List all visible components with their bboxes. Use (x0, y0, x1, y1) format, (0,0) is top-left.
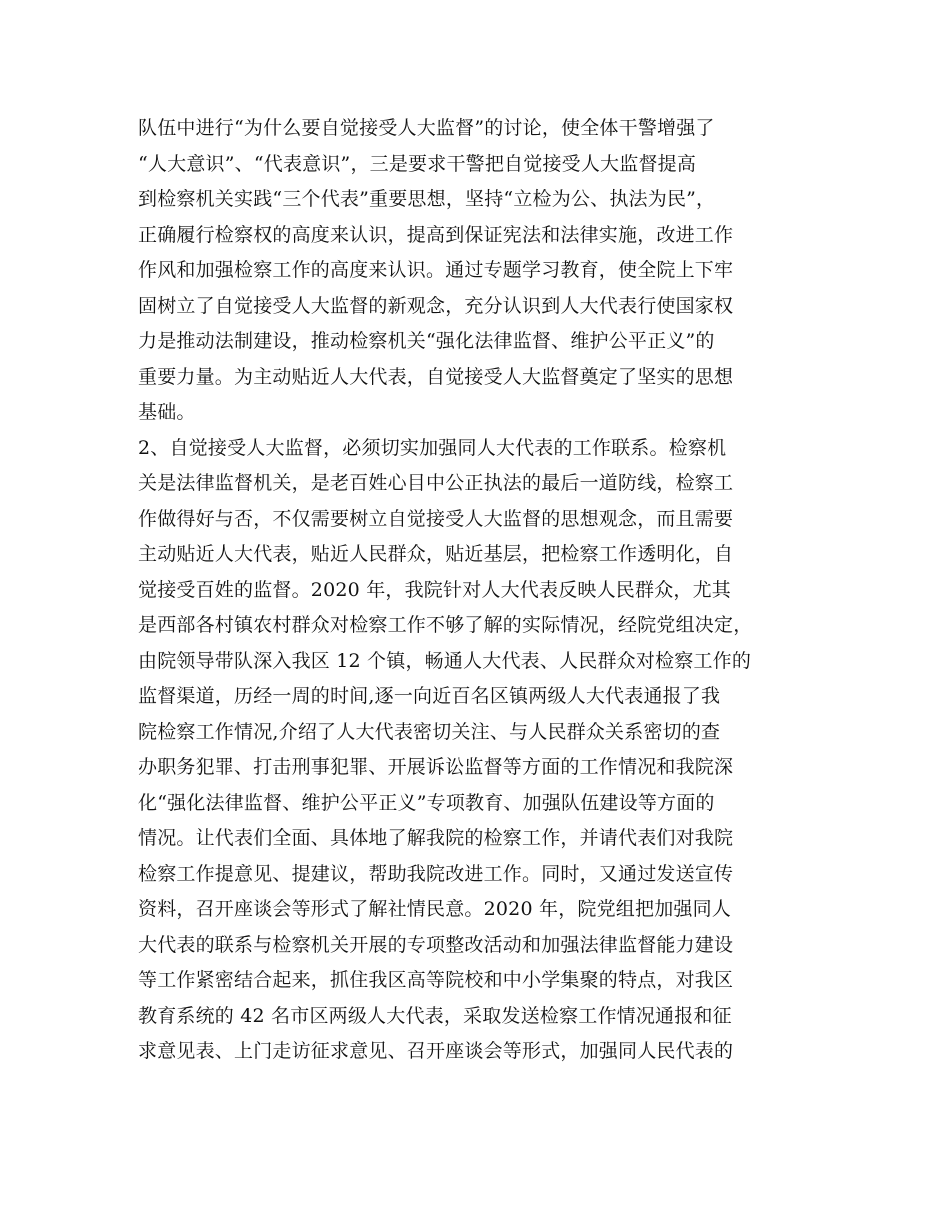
text-line: 由院领导带队深入我区 12 个镇，畅通人大代表、人民群众对检察工作的 (138, 649, 752, 672)
text-line: 觉接受百姓的监督。2020 年，我院针对人大代表反映人民群众，尤其 (138, 578, 731, 601)
text-line: 教育系统的 42 名市区两级人大代表，采取发送检察工作情况通报和征 (138, 1004, 732, 1027)
text-line: 基础。 (138, 401, 196, 423)
text-line: 化“强化法律监督、维护公平正义”专项教育、加强队伍建设等方面的 (138, 791, 715, 814)
text-line: 队伍中进行“为什么要自觉接受人大监督”的讨论，使全体干警增强了 (138, 117, 715, 139)
text-line: 监督渠道，历经一周的时间,逐一向近百名区镇两级人大代表通报了我 (138, 685, 721, 707)
text-line: 检察工作提意见、提建议，帮助我院改进工作。同时，又通过发送宣传 (138, 862, 734, 885)
text-line: 主动贴近人大代表，贴近人民群众，贴近基层，把检察工作透明化，自 (138, 543, 734, 565)
text-line: 情况。让代表们全面、具体地了解我院的检察工作，并请代表们对我院 (138, 827, 734, 849)
text-line: 重要力量。为主动贴近人大代表，自觉接受人大监督奠定了坚实的思想 (138, 365, 734, 388)
text-line: 2、自觉接受人大监督，必须切实加强同人大代表的工作联系。检察机 (138, 436, 727, 459)
text-line: 作做得好与否，不仅需要树立自觉接受人大监督的思想观念，而且需要 (138, 507, 734, 530)
text-line: 正确履行检察权的高度来认识，提高到保证宪法和法律实施，改进工作 (138, 223, 734, 246)
text-line: 关是法律监督机关，是老百姓心目中公正执法的最后一道防线，检察工 (138, 472, 734, 494)
text-line: 办职务犯罪、打击刑事犯罪、开展诉讼监督等方面的工作情况和我院深 (138, 756, 734, 778)
text-line: 资料，召开座谈会等形式了解社情民意。2020 年，院党组把加强同人 (138, 898, 731, 920)
text-line: 是西部各村镇农村群众对检察工作不够了解的实际情况，经院党组决定， (138, 614, 753, 636)
text-line: 力是推动法制建设，推动检察机关“强化法律监督、维护公平正义”的 (138, 330, 715, 352)
text-line: “人大意识”、“代表意识”，三是要求干警把自觉接受人大监督提高 (138, 152, 697, 175)
document-body (138, 111, 818, 1070)
text-line: 固树立了自觉接受人大监督的新观念，充分认识到人大代表行使国家权 (138, 294, 734, 317)
text-line: 等工作紧密结合起来，抓住我区高等院校和中小学集聚的特点，对我区 (138, 969, 734, 991)
text-line: 作风和加强检察工作的高度来认识。通过专题学习教育，使全院上下牢 (138, 259, 734, 281)
text-line: 大代表的联系与检察机关开展的专项整改活动和加强法律监督能力建设 (138, 933, 734, 956)
text-line: 求意见表、上门走访征求意见、召开座谈会等形式，加强同人民代表的 (138, 1040, 734, 1062)
text-line: 到检察机关实践“三个代表”重要思想，坚持“立检为公、执法为民”， (138, 188, 716, 210)
text-line: 院检察工作情况,介绍了人大代表密切关注、与人民群众关系密切的查 (138, 720, 721, 743)
